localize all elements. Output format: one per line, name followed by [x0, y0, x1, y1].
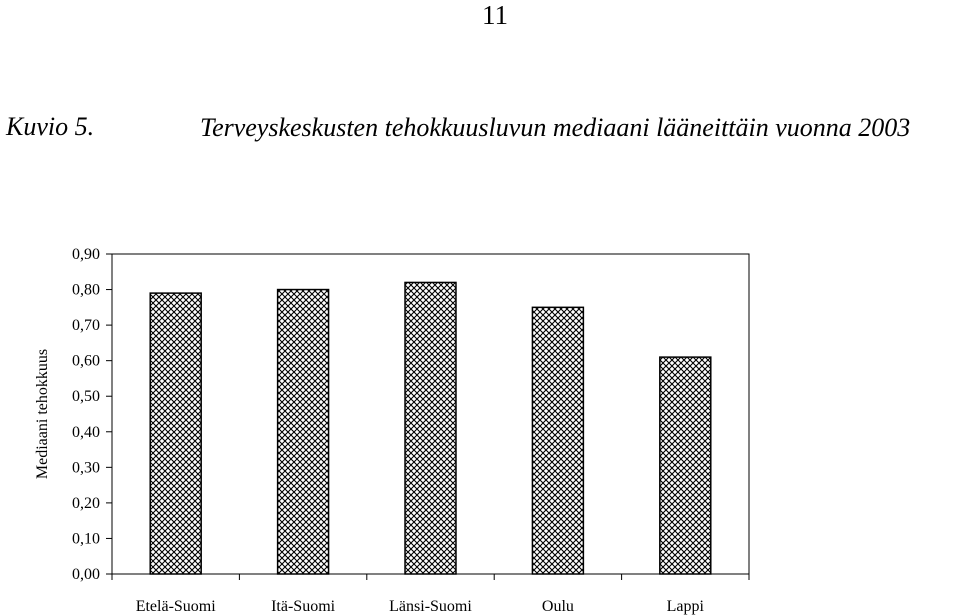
figure-title: Terveyskeskusten tehokkuusluvun mediaani lääneittäin vuonna 2003 — [200, 113, 911, 142]
y-tick-label: 0,60 — [72, 352, 100, 370]
bar-etel-suomi — [150, 293, 201, 574]
bar-it-suomi — [278, 290, 329, 574]
x-category-label: Oulu — [541, 598, 574, 615]
x-category-label: Etelä-Suomi — [135, 598, 216, 615]
x-category-label: Länsi-Suomi — [389, 598, 472, 615]
x-axis — [112, 574, 749, 615]
bar-l-nsi-suomi — [405, 282, 456, 574]
y-tick-label: 0,50 — [72, 388, 100, 406]
y-tick-label: 0,40 — [72, 423, 100, 441]
bar-lappi — [660, 357, 711, 574]
figure-label: Kuvio 5. — [6, 112, 95, 141]
y-tick-label: 0,30 — [72, 459, 100, 477]
y-tick-label: 0,70 — [72, 317, 100, 335]
y-tick-label: 0,20 — [72, 494, 100, 512]
bars-group — [150, 282, 711, 574]
page-number: 11 — [482, 0, 508, 30]
y-axis — [72, 246, 112, 583]
y-axis-label: Mediaani tehokkuus — [34, 348, 51, 480]
y-tick-label: 0,80 — [72, 281, 100, 299]
y-tick-label: 0,90 — [72, 246, 100, 263]
x-category-label: Lappi — [666, 598, 704, 615]
bar-oulu — [532, 307, 583, 574]
x-category-label: Itä-Suomi — [271, 598, 336, 615]
y-tick-label: 0,10 — [72, 530, 100, 548]
y-tick-label: 0,00 — [72, 566, 100, 583]
